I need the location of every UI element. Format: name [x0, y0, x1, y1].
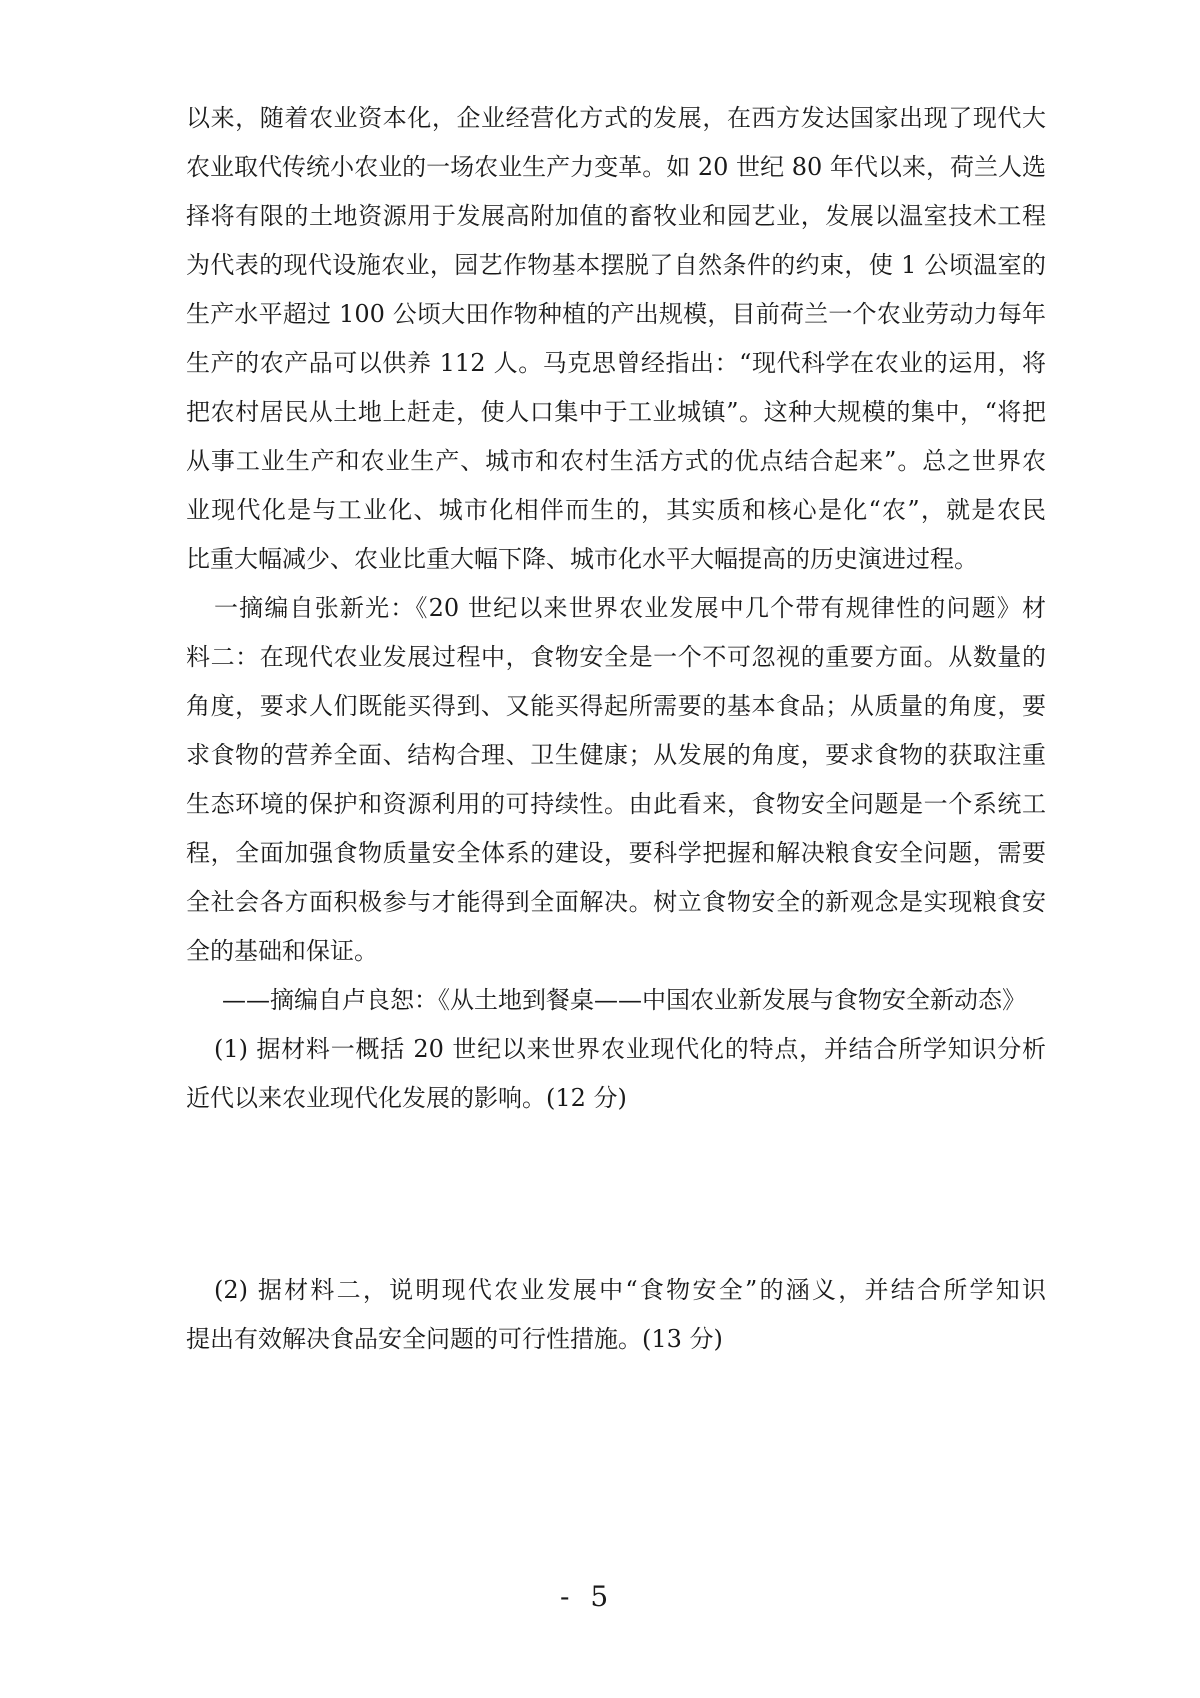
passage-line: 生态环境的保护和资源利用的可持续性。由此看来，食物安全问题是一个系统工 [186, 790, 1046, 818]
passage-line: 农业取代传统小农业的一场农业生产力变革。如 20 世纪 80 年代以来，荷兰人选 [186, 153, 1046, 181]
question-one [186, 1025, 1046, 1123]
passage-line: 把农村居民从土地上赶走，使人口集中于工业城镇”。这种大规模的集中，“将把 [186, 398, 1046, 426]
passage-line: 料二：在现代农业发展过程中，食物安全是一个不可忽视的重要方面。从数量的 [186, 643, 1046, 671]
passage-line: 生产水平超过 100 公顷大田作物种植的产出规模，目前荷兰一个农业劳动力每年 [186, 300, 1046, 328]
passage-line: 生产的农产品可以供养 112 人。马克思曾经指出：“现代科学在农业的运用，将 [186, 349, 1046, 377]
citation-two: ——摘编自卢良恕：《从土地到餐桌——中国农业新发展与食物安全新动态》 [222, 986, 1026, 1014]
question-two [186, 1266, 1046, 1364]
question-line: (1) 据材料一概括 20 世纪以来世界农业现代化的特点，并结合所学知识分析 [214, 1035, 1046, 1063]
question-line: (2) 据材料二，说明现代农业发展中“食物安全”的涵义，并结合所学知识 [214, 1276, 1046, 1304]
passage-line: 业现代化是与工业化、城市化相伴而生的，其实质和核心是化“农”，就是农民 [186, 496, 1046, 524]
passage-line: 角度，要求人们既能买得到、又能买得起所需要的基本食品；从质量的角度，要 [186, 692, 1046, 720]
question-line: 近代以来农业现代化发展的影响。(12 分) [186, 1084, 627, 1112]
passage-line: 从事工业生产和农业生产、城市和农村生活方式的优点结合起来”。总之世界农 [186, 447, 1046, 475]
passage-line: 择将有限的土地资源用于发展高附加值的畜牧业和园艺业，发展以温室技术工程 [186, 202, 1046, 230]
passage-line: 为代表的现代设施农业，园艺作物基本摆脱了自然条件的约束，使 1 公顷温室的 [186, 251, 1046, 279]
material-passage [186, 94, 1046, 1025]
passage-line: 全的基础和保证。 [186, 937, 378, 965]
question-line: 提出有效解决食品安全问题的可行性措施。(13 分) [186, 1325, 723, 1353]
citation-one: 一摘编自张新光：《20 世纪以来世界农业发展中几个带有规律性的问题》材 [214, 594, 1046, 622]
passage-line: 以来，随着农业资本化，企业经营化方式的发展，在西方发达国家出现了现代大 [186, 104, 1046, 132]
passage-line: 全社会各方面积极参与才能得到全面解决。树立食物安全的新观念是实现粮食安 [186, 888, 1046, 916]
passage-line: 程，全面加强食物质量安全体系的建设，要科学把握和解决粮食安全问题，需要 [186, 839, 1046, 867]
passage-line: 求食物的营养全面、结构合理、卫生健康；从发展的角度，要求食物的获取注重 [186, 741, 1046, 769]
page-number: - 5 [560, 1580, 615, 1613]
passage-line: 比重大幅减少、农业比重大幅下降、城市化水平大幅提高的历史演进过程。 [186, 545, 978, 573]
